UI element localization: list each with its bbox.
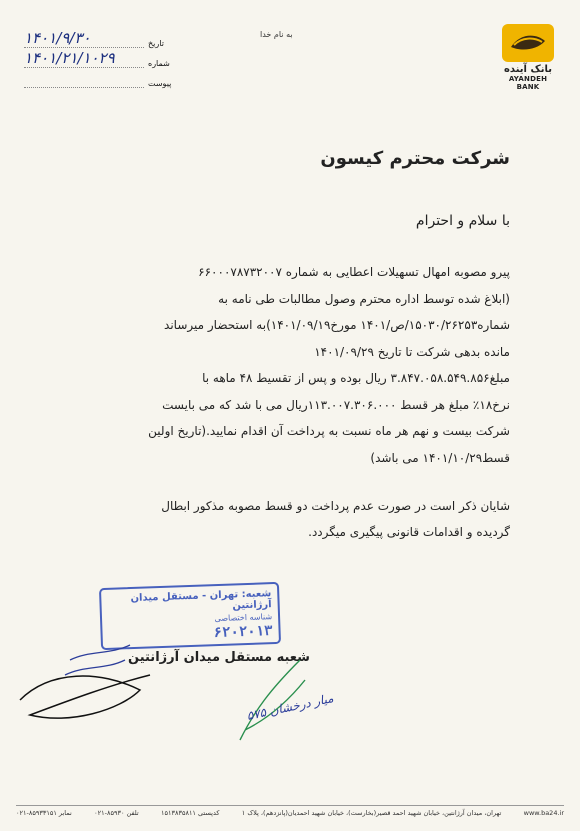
date-label: تاریخ xyxy=(148,39,164,48)
attachment-label: پیوست xyxy=(148,79,172,88)
number-value: ۱۴۰۱/۲۱/۱۰۲۹ xyxy=(24,49,144,68)
date-value: ۱۴۰۱/۹/۳۰ xyxy=(24,29,144,48)
closing-line: شایان ذکر است در صورت عدم پرداخت دو قسط مصوبه مذکور ابطال xyxy=(161,499,510,513)
bank-logo xyxy=(498,24,558,91)
stamp-code: ۶۲۰۲۰۱۳ xyxy=(213,623,273,642)
branch-signature-label: شعبه مستقل میدان آرژانتین xyxy=(128,650,310,665)
footer-postal: کدپستی ۱۵۱۳۸۳۵۸۱۱ xyxy=(161,809,220,817)
closing-paragraph xyxy=(70,493,510,545)
paragraph-line: قسط۱۴۰۱/۱۰/۲۹ می باشد) xyxy=(370,450,510,465)
handwritten-note: میار درخشان ۵۷۵ xyxy=(245,690,335,724)
stamp-id-label: شناسه اختصاصی xyxy=(214,612,273,624)
main-paragraph xyxy=(70,259,510,471)
paragraph-line: شماره۱۵۰۳۰/۲۶۲۵۳/ص/۱۴۰۱ مورخ۱۴۰۱/۰۹/۱۹)به استحضار میرساند xyxy=(164,318,510,332)
greeting: با سلام و احترام xyxy=(415,213,510,229)
paragraph-line: (ابلاغ شده توسط اداره محترم وصول مطالبات طی نامه به xyxy=(218,291,510,306)
paragraph-line: مبلغ۳.۸۴۷.۰۵۸.۵۴۹.۸۵۶ ریال بوده و پس از تقسیط ۴۸ ماهه با xyxy=(202,371,510,385)
recipient-title: شرکت محترم کیسون xyxy=(320,148,510,169)
number-label: شماره xyxy=(148,59,170,68)
footer-web: www.ba24.ir xyxy=(523,809,564,817)
bank-name-fa: بانک آینده xyxy=(504,64,552,75)
letter-meta xyxy=(24,28,171,88)
logo-mark-icon xyxy=(502,24,554,62)
bank-name-en: AYANDEH BANK xyxy=(508,75,548,91)
signature-icon xyxy=(10,630,160,740)
footer-phone: تلفن ۸۵۹۳۰-۰۲۱ xyxy=(94,809,139,817)
paragraph-line: نرخ۱۸٪ مبلغ هر قسط ۱۱۳.۰۰۷.۳۰۶.۰۰۰ریال می با شد که می بایست xyxy=(162,397,510,412)
page-footer xyxy=(16,805,564,817)
paragraph-line: مانده بدهی شرکت تا تاریخ ۱۴۰۱/۰۹/۲۹ xyxy=(314,344,510,359)
footer-fax: نمابر ۸۵۹۳۳۱۵۱-۰۲۱ xyxy=(16,809,72,817)
paragraph-line: پیرو مصوبه امهال تسهیلات اعطایی به شماره ۶۶۰۰۰۷۸۷۳۲۰۰۷ xyxy=(198,265,510,279)
closing-line: گردیده و اقدامات قانونی پیگیری میگردد. xyxy=(308,525,510,539)
letter-body xyxy=(70,148,510,545)
stamp-branch: شعبه: تهران - مستقل میدان آرژانتین xyxy=(130,588,272,612)
paragraph-line: شرکت بیست و نهم هر ماه نسبت به پرداخت آن اقدام نمایید.(تاریخ اولین xyxy=(148,424,510,438)
attachment-value xyxy=(24,87,144,88)
footer-address: تهران، میدان آرژانتین، خیابان شهید احمد قصیر(بخارست)، خیابان شهید احمدیان(پانزدهم)، پلاک ۱ xyxy=(241,809,502,817)
bismillah-note: به نام خدا xyxy=(260,30,293,39)
